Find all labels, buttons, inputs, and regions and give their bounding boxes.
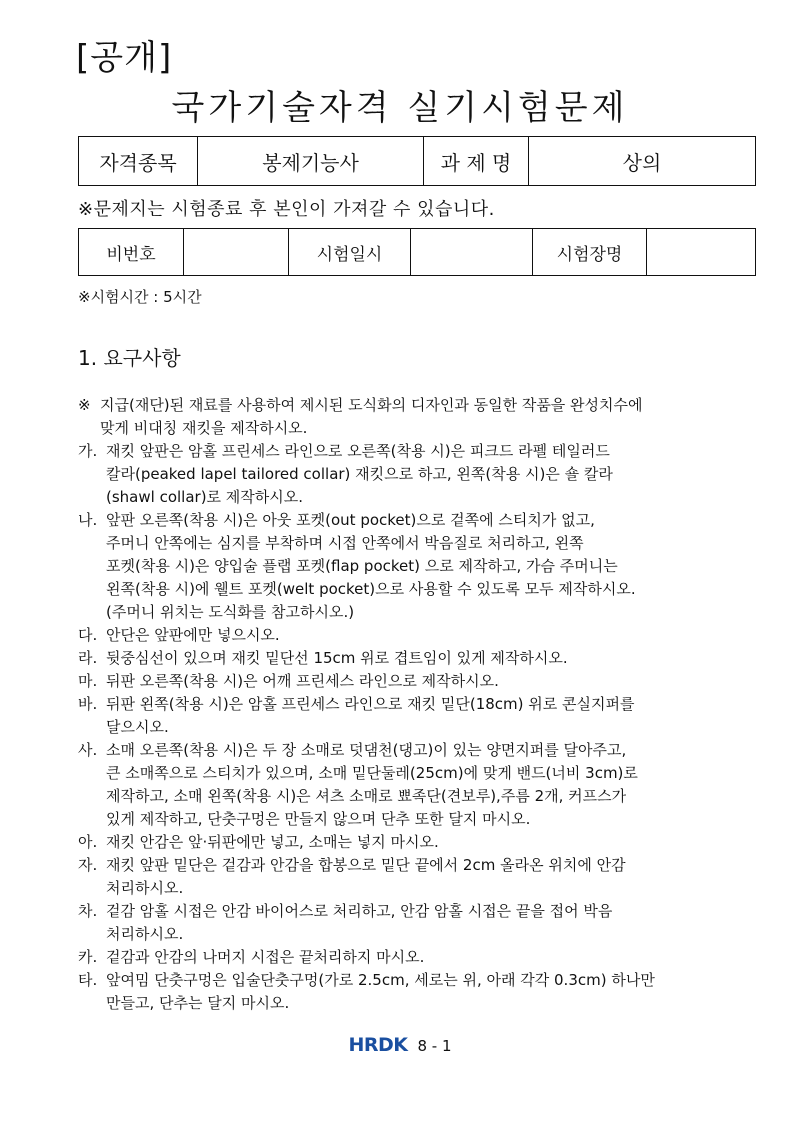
place-value[interactable] xyxy=(647,229,756,276)
list-item xyxy=(78,739,754,831)
item-mark: 사. xyxy=(78,741,98,759)
item-mark: 차. xyxy=(78,902,98,920)
item-mark: 다. xyxy=(78,626,98,644)
requirements-intro xyxy=(78,394,754,440)
public-badge: [공개] xyxy=(76,38,173,78)
item-text: 겉감과 안감의 나머지 시접은 끝처리하지 마시오. xyxy=(106,948,425,966)
item-text: 소매 오른쪽(착용 시)은 두 장 소매로 덧댐천(댕고)이 있는 양면지퍼를 달아주고, 큰 소매쪽으로 스티치가 있으며, 소매 밑단둘레(25cm)에 맞게 밴드(너비 3cm)로 제작하고, 소매 왼쪽(착용 시)은 셔츠 소매로 뾰족단(견보루),주름 2개, 커프스가 있게 제작하고, 단춧구멍은 만들지 않으며 단추 또한 달지 마시오. xyxy=(106,741,638,828)
list-item xyxy=(78,670,754,693)
item-mark: 마. xyxy=(78,672,98,690)
item-text: 겉감 암홀 시접은 안감 바이어스로 처리하고, 안감 암홀 시접은 끝을 접어 박음 처리하시오. xyxy=(106,902,613,943)
date-value[interactable] xyxy=(411,229,533,276)
intro-text: 지급(재단)된 재료를 사용하여 제시된 도식화의 디자인과 동일한 작품을 완성치수에 맞게 비대칭 재킷을 제작하시오. xyxy=(100,396,643,437)
item-mark: 아. xyxy=(78,833,98,851)
list-item xyxy=(78,440,754,509)
item-text: 재킷 앞판 밑단은 겉감과 안감을 합봉으로 밑단 끝에서 2cm 올라온 위치에 안감 처리하시오. xyxy=(106,856,626,897)
list-item xyxy=(78,693,754,739)
item-text: 재킷 앞판은 암홀 프린세스 라인으로 오른쪽(착용 시)은 피크드 라펠 테일러드 칼라(peaked lapel tailored collar) 재킷으로 하고, 왼쪽(착용 시)은 숄 칼라 (shawl collar)로 제작하시오. xyxy=(106,442,613,506)
page-number: 8 - 1 xyxy=(417,1037,452,1055)
item-text: 앞여밈 단춧구멍은 입술단춧구멍(가로 2.5cm, 세로는 위, 아래 각각 0.3cm) 하나만 만들고, 단추는 달지 마시오. xyxy=(106,971,655,1012)
list-item xyxy=(78,854,754,900)
page-title: 국가기술자격 실기시험문제 xyxy=(171,88,629,128)
page-footer xyxy=(0,1034,800,1056)
item-text: 앞판 오른쪽(착용 시)은 아웃 포켓(out pocket)으로 겉쪽에 스티치가 없고, 주머니 안쪽에는 심지를 부착하며 시접 안쪽에서 박음질로 처리하고, 왼쪽 포켓(착용 시)은 양입술 플랩 포켓(flap pocket) 으로 제작하고, 가슴 주머니는 왼쪽(착용 시)에 웰트 포켓(welt pocket)으로 사용할 수 있도록 모두 제작하시오. (주머니 위치는 도식화를 참고하시오.) xyxy=(106,511,636,621)
item-text: 뒤판 왼쪽(착용 시)은 암홀 프린세스 라인으로 재킷 밑단(18cm) 위로 콘실지퍼를 달으시오. xyxy=(106,695,635,736)
item-mark: 라. xyxy=(78,649,98,667)
requirements-list xyxy=(78,394,754,1015)
exam-duration: ※시험시간 : 5시간 xyxy=(78,288,202,306)
list-item xyxy=(78,946,754,969)
item-label: 자격종목 xyxy=(79,137,198,186)
id-value[interactable] xyxy=(184,229,289,276)
task-label: 과 제 명 xyxy=(424,137,529,186)
list-item xyxy=(78,969,754,1015)
notice-text: ※문제지는 시험종료 후 본인이 가져갈 수 있습니다. xyxy=(78,199,495,220)
list-item xyxy=(78,509,754,624)
list-item xyxy=(78,647,754,670)
list-item xyxy=(78,624,754,647)
item-text: 안단은 앞판에만 넣으시오. xyxy=(106,626,280,644)
item-text: 재킷 안감은 앞·뒤판에만 넣고, 소매는 넣지 마시오. xyxy=(106,833,439,851)
item-text: 뒤판 오른쪽(착용 시)은 어깨 프린세스 라인으로 제작하시오. xyxy=(106,672,499,690)
item-value: 봉제기능사 xyxy=(198,137,424,186)
item-text: 뒷중심선이 있으며 재킷 밑단선 15cm 위로 겹트임이 있게 제작하시오. xyxy=(106,649,568,667)
item-mark: 나. xyxy=(78,511,98,529)
item-mark: 카. xyxy=(78,948,98,966)
intro-mark: ※ xyxy=(78,396,91,414)
list-item xyxy=(78,900,754,946)
qualification-table xyxy=(78,136,756,186)
hrdk-logo: HRDK xyxy=(348,1034,408,1056)
id-label: 비번호 xyxy=(79,229,184,276)
item-mark: 타. xyxy=(78,971,98,989)
place-label: 시험장명 xyxy=(533,229,647,276)
date-label: 시험일시 xyxy=(289,229,411,276)
list-item xyxy=(78,831,754,854)
section-title: 1. 요구사항 xyxy=(78,346,181,370)
exam-info-table xyxy=(78,228,756,276)
item-mark: 자. xyxy=(78,856,98,874)
task-value: 상의 xyxy=(529,137,756,186)
item-mark: 바. xyxy=(78,695,98,713)
item-mark: 가. xyxy=(78,442,98,460)
